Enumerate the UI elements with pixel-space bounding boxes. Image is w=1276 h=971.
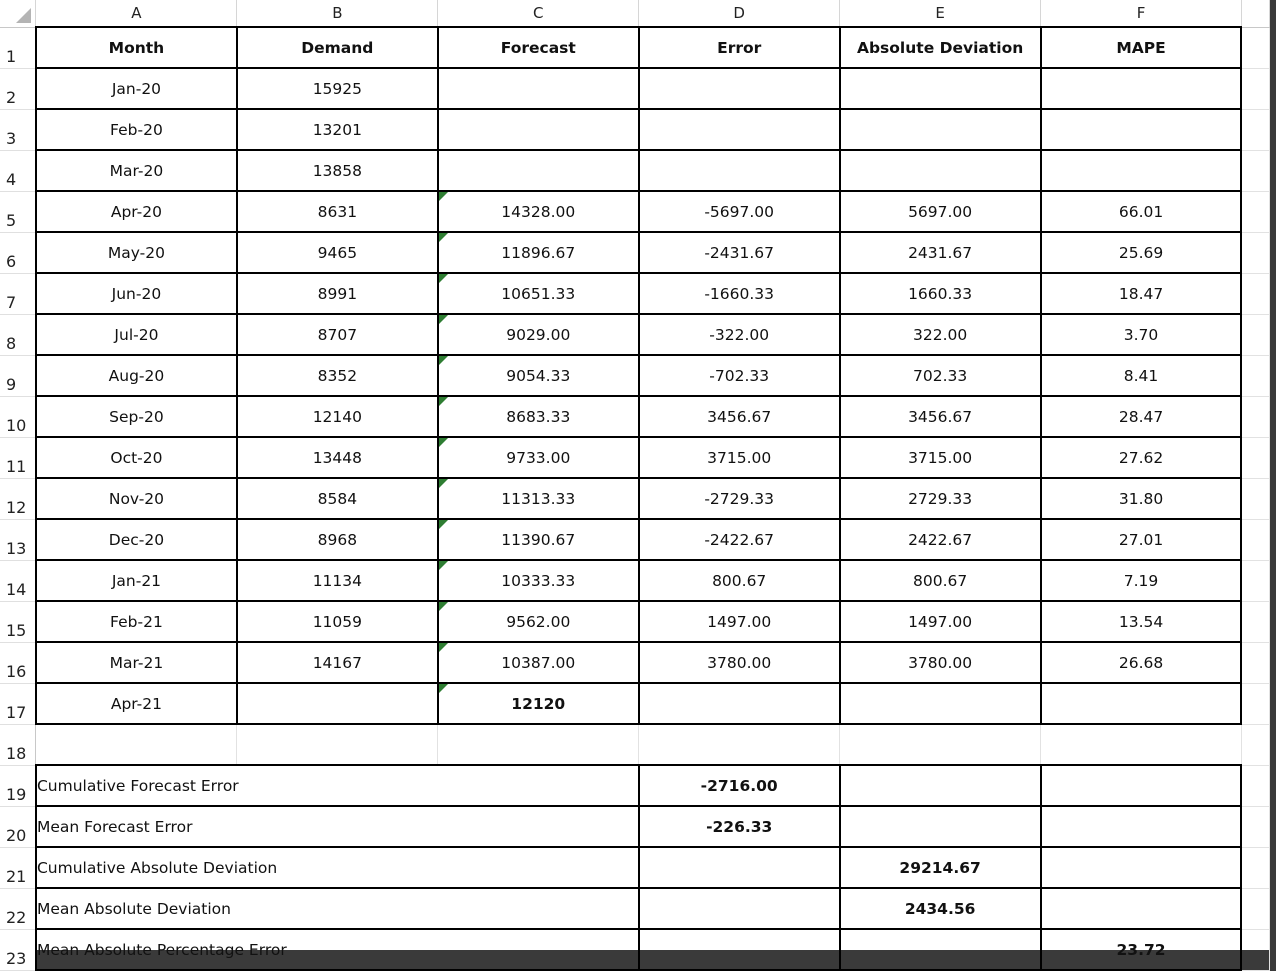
cell-empty[interactable] [840,724,1041,765]
cell-demand[interactable]: 8352 [237,355,438,396]
table-row [0,355,1270,396]
row-header[interactable]: 6 [0,232,36,273]
cell-label-cumulative-absolute-deviation[interactable]: Cumulative Absolute Deviation [36,847,639,888]
table-row [0,232,1270,273]
cell-month[interactable]: Feb-20 [36,109,237,150]
cell-empty[interactable] [1241,478,1269,519]
cell-empty[interactable] [1041,724,1242,765]
cell-empty[interactable] [36,724,237,765]
cell-error[interactable]: -702.33 [639,355,840,396]
row-header[interactable]: 3 [0,109,36,150]
row-header[interactable]: 11 [0,437,36,478]
cell-demand[interactable]: 11134 [237,560,438,601]
cell-empty[interactable] [1241,888,1269,929]
table-row [0,683,1270,724]
cell-empty[interactable] [1241,642,1269,683]
cell-demand[interactable]: 13448 [237,437,438,478]
cell-header-error[interactable]: Error [639,27,840,68]
row-header[interactable]: 15 [0,601,36,642]
cell-empty[interactable] [1241,519,1269,560]
cell-absolute-deviation[interactable]: 1497.00 [840,601,1041,642]
cell-absolute-deviation[interactable]: 322.00 [840,314,1041,355]
cell-absolute-deviation[interactable] [840,683,1041,724]
row-header[interactable]: 1 [0,27,36,68]
cell-month[interactable]: Jan-20 [36,68,237,109]
cell-mape[interactable]: 31.80 [1041,478,1242,519]
cell-month[interactable]: Jan-21 [36,560,237,601]
cell-empty[interactable] [639,888,840,929]
column-header-d[interactable]: D [639,0,840,27]
cell-empty[interactable] [1241,806,1269,847]
cell-month[interactable]: Sep-20 [36,396,237,437]
cell-error[interactable]: 1497.00 [639,601,840,642]
cell-demand[interactable]: 8707 [237,314,438,355]
row-header[interactable]: 17 [0,683,36,724]
row-header[interactable]: 12 [0,478,36,519]
cell-demand[interactable]: 11059 [237,601,438,642]
cell-mape[interactable]: 8.41 [1041,355,1242,396]
table-row [0,560,1270,601]
cell-forecast[interactable]: 9562.00 [438,601,639,642]
cell-absolute-deviation[interactable]: 702.33 [840,355,1041,396]
cell-mape[interactable]: 26.68 [1041,642,1242,683]
cell-absolute-deviation[interactable]: 3456.67 [840,396,1041,437]
table-row [0,437,1270,478]
select-all-corner[interactable] [0,0,36,27]
cell-empty[interactable] [840,765,1041,806]
select-all-triangle-icon [16,8,31,23]
cell-mape[interactable]: 28.47 [1041,396,1242,437]
cell-value-mean-absolute-percentage-error[interactable]: 23.72 [1041,929,1242,970]
cell-header-month[interactable]: Month [36,27,237,68]
cell-error[interactable] [639,68,840,109]
cell-mape[interactable]: 66.01 [1041,191,1242,232]
table-row [0,724,1270,765]
row-header[interactable]: 10 [0,396,36,437]
cell-empty[interactable] [639,724,840,765]
cell-absolute-deviation[interactable] [840,68,1041,109]
cell-demand[interactable]: 9465 [237,232,438,273]
cell-demand[interactable]: 8631 [237,191,438,232]
cell-absolute-deviation[interactable]: 2422.67 [840,519,1041,560]
cell-mape[interactable] [1041,150,1242,191]
cell-month[interactable]: Apr-21 [36,683,237,724]
cell-empty[interactable] [237,724,438,765]
cell-empty[interactable] [1241,765,1269,806]
cell-month[interactable]: Feb-21 [36,601,237,642]
cell-error[interactable]: 3715.00 [639,437,840,478]
cell-forecast[interactable] [438,150,639,191]
row-header[interactable]: 21 [0,847,36,888]
cell-mape[interactable]: 13.54 [1041,601,1242,642]
cell-month[interactable]: Aug-20 [36,355,237,396]
cell-demand[interactable]: 13858 [237,150,438,191]
cell-mape[interactable] [1041,109,1242,150]
row-header[interactable]: 14 [0,560,36,601]
cell-label-mean-absolute-percentage-error[interactable]: Mean Absolute Percentage Error [36,929,639,970]
table-row [0,806,1270,847]
row-header[interactable]: 16 [0,642,36,683]
cell-empty[interactable] [1241,396,1269,437]
cell-mape[interactable]: 25.69 [1041,232,1242,273]
table-row [0,847,1270,888]
cell-forecast[interactable]: 11390.67 [438,519,639,560]
table-row [0,519,1270,560]
column-header-c[interactable]: C [438,0,639,27]
cell-error[interactable]: 800.67 [639,560,840,601]
cell-empty[interactable] [1241,27,1269,68]
cell-empty[interactable] [438,724,639,765]
column-header-a[interactable]: A [36,0,237,27]
cell-forecast[interactable]: 14328.00 [438,191,639,232]
cell-empty[interactable] [639,847,840,888]
cell-label-cumulative-forecast-error[interactable]: Cumulative Forecast Error [36,765,639,806]
cell-mape[interactable]: 18.47 [1041,273,1242,314]
cell-absolute-deviation[interactable]: 5697.00 [840,191,1041,232]
table-row [0,68,1270,109]
column-header-f[interactable]: F [1041,0,1242,27]
cell-forecast[interactable]: 10333.33 [438,560,639,601]
cell-value-mean-forecast-error[interactable]: -226.33 [639,806,840,847]
cell-label-mean-absolute-deviation[interactable]: Mean Absolute Deviation [36,888,639,929]
cell-empty[interactable] [1041,847,1242,888]
cell-error[interactable] [639,683,840,724]
cell-month[interactable]: Jul-20 [36,314,237,355]
cell-header-mape[interactable]: MAPE [1041,27,1242,68]
cell-empty[interactable] [1241,314,1269,355]
table-row [0,273,1270,314]
row-header[interactable]: 5 [0,191,36,232]
cell-header-forecast[interactable]: Forecast [438,27,639,68]
table-row [0,314,1270,355]
cell-forecast[interactable]: 8683.33 [438,396,639,437]
cell-forecast[interactable]: 9733.00 [438,437,639,478]
cell-forecast[interactable]: 9054.33 [438,355,639,396]
table-row [0,765,1270,806]
cell-demand[interactable]: 14167 [237,642,438,683]
cell-demand[interactable]: 8968 [237,519,438,560]
cell-absolute-deviation[interactable] [840,109,1041,150]
table-row [0,191,1270,232]
cell-mape[interactable] [1041,68,1242,109]
cell-mape[interactable]: 27.01 [1041,519,1242,560]
column-header-row [0,0,1270,27]
row-header[interactable]: 22 [0,888,36,929]
table-row [0,150,1270,191]
cell-absolute-deviation[interactable]: 3780.00 [840,642,1041,683]
table-row [0,109,1270,150]
table-row [0,396,1270,437]
cell-empty[interactable] [1241,683,1269,724]
cell-value-cumulative-absolute-deviation[interactable]: 29214.67 [840,847,1041,888]
cell-error[interactable]: -5697.00 [639,191,840,232]
cell-empty[interactable] [1241,929,1269,970]
cell-empty[interactable] [1241,191,1269,232]
cell-error[interactable] [639,109,840,150]
table-row [0,888,1270,929]
cell-mape[interactable]: 27.62 [1041,437,1242,478]
cell-empty[interactable] [840,806,1041,847]
row-header[interactable]: 7 [0,273,36,314]
cell-empty[interactable] [1241,273,1269,314]
cell-empty[interactable] [1241,437,1269,478]
cell-demand[interactable]: 13201 [237,109,438,150]
row-header[interactable]: 4 [0,150,36,191]
cell-forecast[interactable]: 9029.00 [438,314,639,355]
cell-absolute-deviation[interactable]: 800.67 [840,560,1041,601]
cell-mape[interactable]: 7.19 [1041,560,1242,601]
table-row [0,642,1270,683]
table-row [0,601,1270,642]
cell-error[interactable]: -2431.67 [639,232,840,273]
cell-demand[interactable]: 12140 [237,396,438,437]
cell-forecast[interactable] [438,68,639,109]
cell-month[interactable]: Mar-21 [36,642,237,683]
cell-empty[interactable] [1241,232,1269,273]
cell-empty[interactable] [1241,150,1269,191]
cell-error[interactable]: -1660.33 [639,273,840,314]
cell-empty[interactable] [1241,109,1269,150]
cell-empty[interactable] [1241,847,1269,888]
cell-error[interactable]: 3456.67 [639,396,840,437]
cell-forecast[interactable]: 11313.33 [438,478,639,519]
cell-value-mean-absolute-deviation[interactable]: 2434.56 [840,888,1041,929]
cell-error[interactable] [639,150,840,191]
cell-month[interactable]: Apr-20 [36,191,237,232]
table-row [0,478,1270,519]
cell-empty[interactable] [1041,806,1242,847]
cell-month[interactable]: Nov-20 [36,478,237,519]
row-header[interactable]: 23 [0,929,36,970]
cell-absolute-deviation[interactable]: 2729.33 [840,478,1041,519]
cell-absolute-deviation[interactable]: 1660.33 [840,273,1041,314]
column-header-e[interactable]: E [840,0,1041,27]
cell-demand[interactable]: 15925 [237,68,438,109]
row-header[interactable]: 9 [0,355,36,396]
cell-header-demand[interactable]: Demand [237,27,438,68]
cell-forecast[interactable] [438,109,639,150]
cell-month[interactable]: Jun-20 [36,273,237,314]
cell-forecast-next[interactable]: 12120 [438,683,639,724]
cell-empty[interactable] [1241,560,1269,601]
cell-error[interactable]: 3780.00 [639,642,840,683]
cell-value-cumulative-forecast-error[interactable]: -2716.00 [639,765,840,806]
column-header-g[interactable] [1241,0,1269,27]
cell-demand[interactable] [237,683,438,724]
cell-absolute-deviation[interactable]: 2431.67 [840,232,1041,273]
row-header[interactable]: 2 [0,68,36,109]
cell-month[interactable]: Oct-20 [36,437,237,478]
cell-mape[interactable]: 3.70 [1041,314,1242,355]
cell-empty[interactable] [1241,355,1269,396]
cell-error[interactable]: -322.00 [639,314,840,355]
cell-month[interactable]: Dec-20 [36,519,237,560]
row-header[interactable]: 13 [0,519,36,560]
cell-month[interactable]: May-20 [36,232,237,273]
column-header-b[interactable]: B [237,0,438,27]
table-row [0,929,1270,970]
cell-demand[interactable]: 8991 [237,273,438,314]
table-row [0,27,1270,68]
cell-mape[interactable] [1041,683,1242,724]
cell-error[interactable]: -2422.67 [639,519,840,560]
cell-forecast[interactable]: 10387.00 [438,642,639,683]
cell-empty[interactable] [840,929,1041,970]
cell-empty[interactable] [1241,601,1269,642]
cell-empty[interactable] [1041,888,1242,929]
cell-absolute-deviation[interactable]: 3715.00 [840,437,1041,478]
cell-absolute-deviation[interactable] [840,150,1041,191]
cell-empty[interactable] [639,929,840,970]
cell-empty[interactable] [1241,724,1269,765]
row-header[interactable]: 20 [0,806,36,847]
cell-empty[interactable] [1241,68,1269,109]
cell-error[interactable]: -2729.33 [639,478,840,519]
cell-forecast[interactable]: 10651.33 [438,273,639,314]
row-header[interactable]: 18 [0,724,36,765]
cell-forecast[interactable]: 11896.67 [438,232,639,273]
cell-demand[interactable]: 8584 [237,478,438,519]
row-header[interactable]: 19 [0,765,36,806]
cell-header-absolute-deviation[interactable]: Absolute Deviation [840,27,1041,68]
cell-label-mean-forecast-error[interactable]: Mean Forecast Error [36,806,639,847]
row-header[interactable]: 8 [0,314,36,355]
cell-empty[interactable] [1041,765,1242,806]
cell-month[interactable]: Mar-20 [36,150,237,191]
